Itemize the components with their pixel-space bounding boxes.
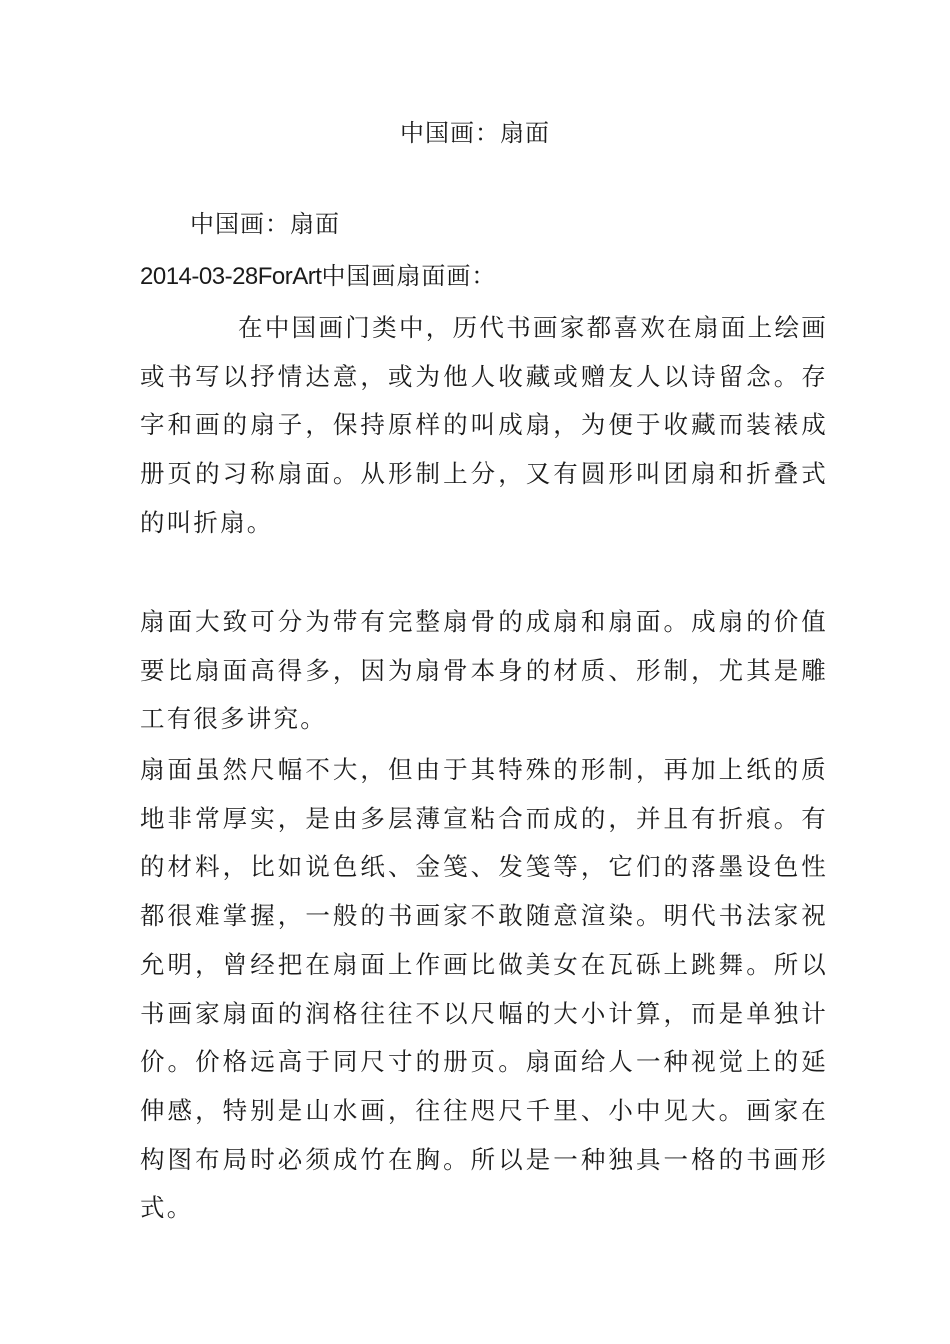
- body-paragraph-characteristics: 扇面虽然尺幅不大，但由于其特殊的形制，再加上纸的质地非常厚实，是由多层薄宣粘合而成的，并且有折痕。有的材料，比如说色纸、金笺、发笺等，它们的落墨设色性都很难掌握，一般的书画家不敢随意渲染。明代书法家祝允明，曾经把在扇面上作画比做美女在瓦砾上跳舞。所以书画家扇面的润格往往不以尺幅的大小计算，而是单独计价。价格远高于同尺寸的册页。扇面给人一种视觉上的延伸感，特别是山水画，往往咫尺千里、小中见大。画家在构图布局时必须成竹在胸。所以是一种独具一格的书画形式。: [140, 755, 828, 1223]
- article-date-source: 2014-03-28ForArt: [140, 263, 322, 290]
- document-title: 中国画：扇面: [400, 119, 550, 147]
- body-paragraph-intro: 在中国画门类中，历代书画家都喜欢在扇面上绘画或书写以抒情达意，或为他人收藏或赠友人以诗留念。存字和画的扇子，保持原样的叫成扇，为便于收藏而装裱成册页的习称扇面。从形制上分，又有圆形叫团扇和折叠式的叫折扇。: [140, 313, 828, 537]
- article-meta: [140, 258, 496, 295]
- article-category-label: 中国画扇面画：: [321, 262, 497, 290]
- article-heading: 中国画：扇面: [190, 210, 340, 238]
- body-paragraph-types: 扇面大致可分为带有完整扇骨的成扇和扇面。成扇的价值要比扇面高得多，因为扇骨本身的材质、形制，尤其是雕工有很多讲究。: [140, 607, 828, 734]
